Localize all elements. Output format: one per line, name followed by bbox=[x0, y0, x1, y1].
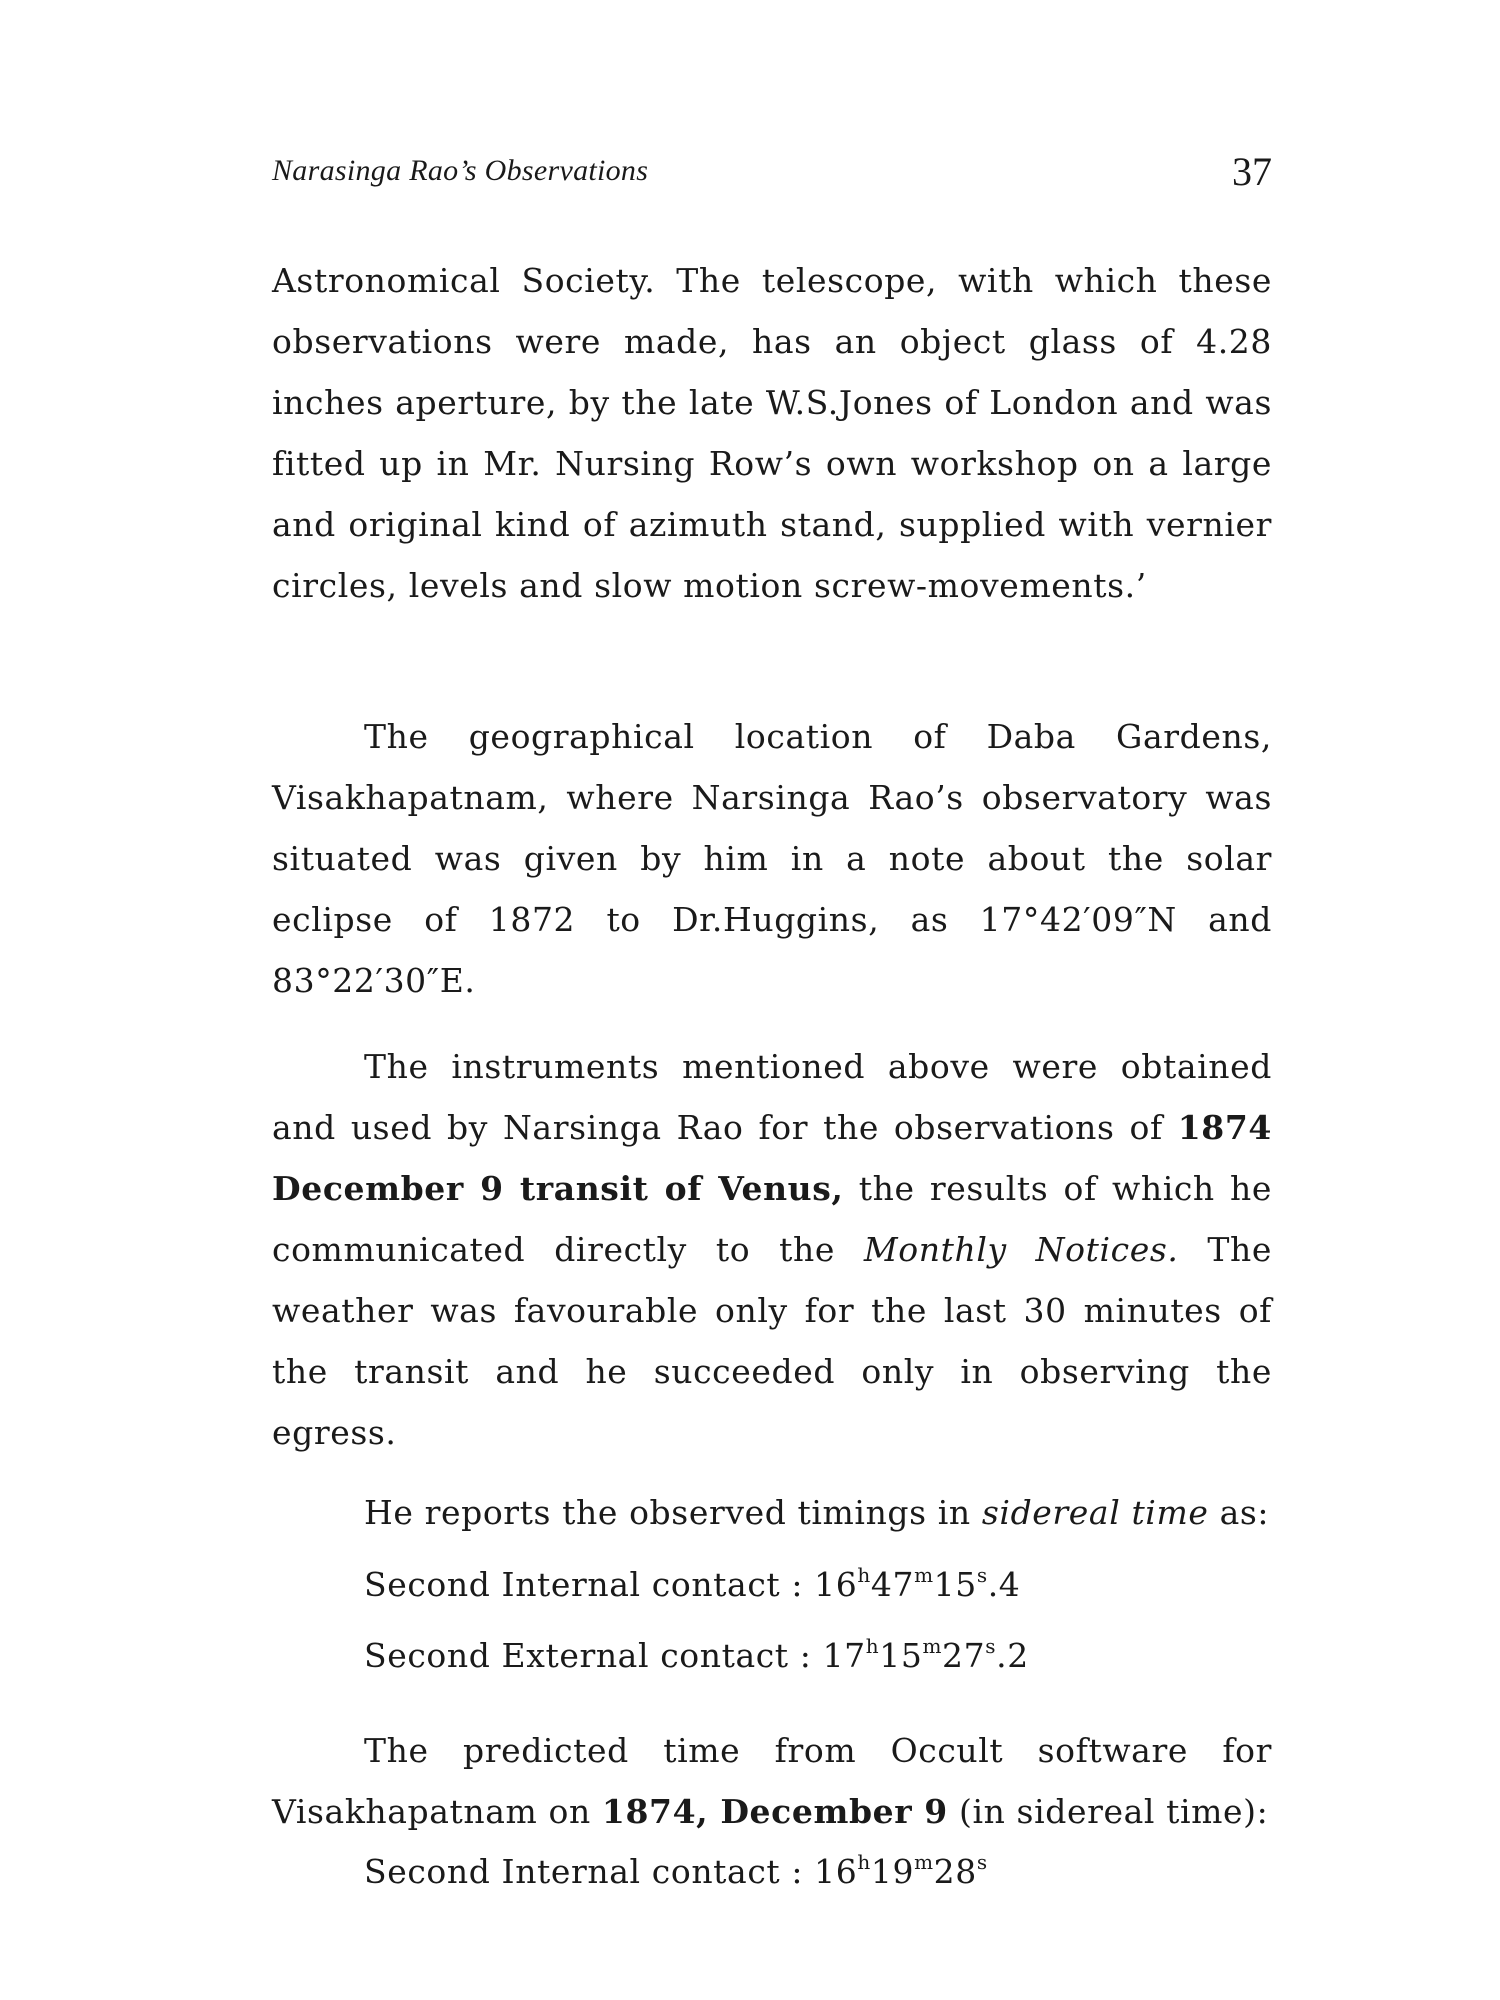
transit-text-b: the results of which he communicated directly to the bbox=[272, 1169, 1272, 1269]
transit-date-bold: 1874 December 9 transit of Venus, bbox=[272, 1108, 1272, 1208]
observed-external-contact bbox=[364, 1636, 1029, 1675]
seconds-unit: s bbox=[985, 1634, 997, 1658]
seconds-value: 15 bbox=[933, 1565, 977, 1604]
minutes-value: 47 bbox=[870, 1565, 915, 1604]
minutes-value: 19 bbox=[870, 1852, 915, 1891]
seconds-value: 28 bbox=[933, 1852, 977, 1891]
seconds-unit: s bbox=[976, 1563, 988, 1587]
predicted-text-b: (in sidereal time): bbox=[947, 1792, 1269, 1831]
minutes-unit: m bbox=[922, 1634, 943, 1658]
seconds-fraction: .2 bbox=[996, 1636, 1029, 1675]
transit-text-a: The instruments mentioned above were obtained and used by Narsinga Rao for the observations of bbox=[272, 1047, 1272, 1147]
predicted-internal-contact bbox=[364, 1852, 988, 1891]
hours-unit: h bbox=[857, 1563, 871, 1587]
contact-label: Second Internal contact : bbox=[364, 1565, 815, 1604]
minutes-value: 15 bbox=[879, 1636, 923, 1675]
paragraph-telescope: Astronomical Society. The telescope, with which these observations were made, has an object glass of 4.28 inches aperture, by the late W.S.Jones of London and was fitted up in Mr. Nursing Row’s own workshop on a large and original kind of azimuth stand, supplied with vernier circles, levels and slow motion screw-movements.’ bbox=[272, 261, 1272, 605]
seconds-unit: s bbox=[976, 1850, 988, 1874]
observed-internal-contact bbox=[364, 1565, 1020, 1604]
running-head-title: Narasinga Rao’s Observations bbox=[272, 154, 649, 187]
contact-label: Second Internal contact : bbox=[364, 1852, 815, 1891]
journal-title-italic: Monthly Notices. bbox=[863, 1230, 1179, 1269]
contact-label: Second External contact : bbox=[364, 1636, 823, 1675]
observed-intro-text-b: as: bbox=[1208, 1493, 1270, 1532]
paragraph-location: The geographical location of Daba Gardens, Visakhapatnam, where Narsinga Rao’s observatory was situated was given by him in a note about the solar eclipse of 1872 to Dr.Huggins, as 17°42′09″N and 83°22′30″E. bbox=[272, 717, 1272, 1000]
hours-unit: h bbox=[865, 1634, 880, 1658]
page-header bbox=[272, 148, 1272, 198]
book-page bbox=[272, 0, 1272, 2000]
hours-value: 17 bbox=[822, 1636, 866, 1675]
hours-unit: h bbox=[857, 1850, 871, 1874]
hours-value: 16 bbox=[814, 1565, 858, 1604]
hours-value: 16 bbox=[814, 1852, 858, 1891]
paragraph-predicted bbox=[272, 1720, 1272, 1842]
paragraph-transit bbox=[272, 1036, 1272, 1463]
minutes-unit: m bbox=[914, 1850, 934, 1874]
seconds-fraction: .4 bbox=[987, 1565, 1021, 1604]
predicted-date-bold: 1874, December 9 bbox=[601, 1792, 948, 1831]
transit-text-c: The weather was favourable only for the last 30 minutes of the transit and he succeeded only in observing the egress. bbox=[272, 1230, 1272, 1452]
sidereal-time-italic: sidereal time bbox=[981, 1493, 1209, 1532]
page-number: 37 bbox=[1232, 149, 1272, 194]
observed-intro-text-a: He reports the observed timings in bbox=[364, 1493, 982, 1532]
seconds-value: 27 bbox=[942, 1636, 986, 1675]
predicted-text-a: The predicted time from Occult software for Visakhapatnam on bbox=[272, 1731, 1272, 1831]
minutes-unit: m bbox=[914, 1563, 934, 1587]
observed-intro bbox=[364, 1493, 1269, 1532]
